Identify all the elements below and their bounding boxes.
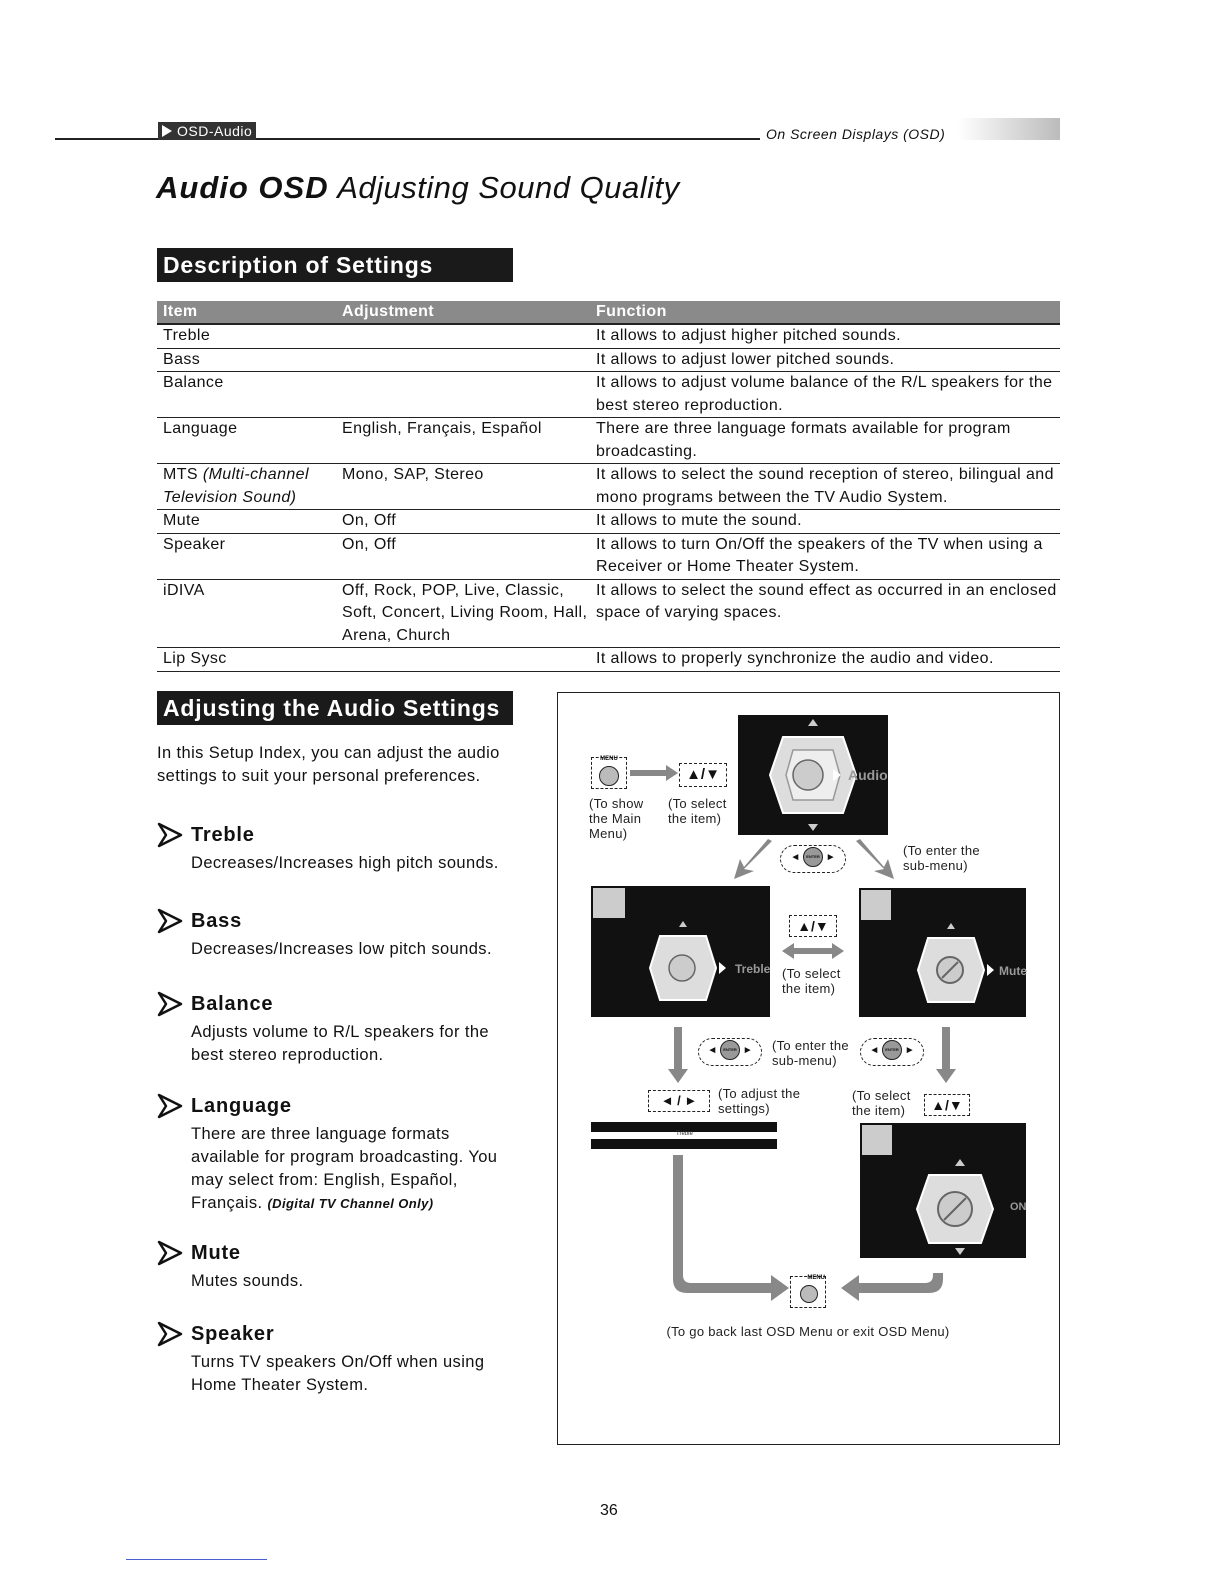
- table-row: [157, 418, 1060, 464]
- col-function-header: Function: [596, 303, 667, 320]
- row-item: [157, 464, 336, 509]
- row-adjustment: [336, 325, 590, 348]
- enter-key: ◄ ENTER ►: [780, 845, 846, 873]
- row-item: Language: [163, 420, 238, 437]
- description-heading: Description of Settings: [157, 248, 513, 282]
- arrow-left-right-icon: [782, 941, 844, 961]
- row-function: There are three language formats available for program broadcasting.: [596, 420, 1011, 460]
- caption-select-item-3: (To select the item): [852, 1088, 911, 1118]
- guide-item-title: Balance: [191, 992, 274, 1015]
- adjusting-heading: Adjusting the Audio Settings: [157, 691, 513, 725]
- table-header: [157, 301, 1060, 325]
- mute-mini-icon: [862, 1125, 892, 1155]
- guide-item-language: [157, 1093, 537, 1215]
- guide-item-bass: [157, 908, 537, 961]
- table-row: [157, 580, 1060, 649]
- audio-mini-icon: [861, 890, 891, 920]
- guide-item-title: Language: [191, 1094, 292, 1117]
- menu-key: [591, 757, 627, 789]
- row-item-name: MTS: [163, 466, 198, 483]
- audio-label: Audio: [848, 767, 888, 783]
- updown-key: ▲/▼: [679, 763, 727, 787]
- updown-key-2: ▲/▼: [789, 915, 837, 937]
- guide-item-note: (Digital TV Channel Only): [267, 1196, 434, 1211]
- menu-key-2: [790, 1276, 826, 1308]
- mute-submenu-screen: [859, 888, 1026, 1017]
- footer-link-underline: [126, 1559, 267, 1560]
- guide-item-balance: [157, 991, 537, 1067]
- play-triangle-icon: [162, 125, 172, 137]
- settings-table: [157, 301, 1060, 672]
- table-row: [157, 510, 1060, 534]
- arrow-right-icon: [157, 1321, 183, 1347]
- row-item: Mute: [163, 512, 201, 529]
- row-function: It allows to turn On/Off the speakers of the TV when using a Receiver or Home Theater System.: [596, 535, 1043, 575]
- adjusting-intro: In this Setup Index, you can adjust the audio settings to suit your personal preferences.: [157, 744, 500, 785]
- row-function: It allows to properly synchronize the audio and video.: [596, 650, 994, 667]
- arrow-right-icon: [157, 991, 183, 1017]
- arrow-down-left-icon: [730, 839, 776, 881]
- row-adjustment: English, Français, Español: [342, 420, 542, 437]
- osd-navigation-diagram: [557, 692, 1060, 1445]
- menu-button-icon: [599, 766, 619, 786]
- row-adjustment: Off, Rock, POP, Live, Classic, Soft, Concert, Living Room, Hall, Arena, Church: [342, 581, 588, 644]
- guide-item-speaker: [157, 1321, 537, 1397]
- enter-key-2: ◄ ENTER ►: [698, 1038, 762, 1066]
- guide-item-desc: Decreases/Increases high pitch sounds.: [191, 854, 499, 872]
- leftright-key: ◄ / ►: [648, 1090, 710, 1112]
- section-tag: [158, 122, 256, 140]
- audio-menu-screen: [738, 715, 888, 835]
- row-adjustment: [336, 349, 590, 372]
- arrow-down-icon: [934, 1027, 958, 1085]
- table-row: [157, 464, 1060, 510]
- menu-key-label: MENU: [807, 1275, 825, 1281]
- row-function: It allows to adjust lower pitched sounds.: [596, 350, 895, 368]
- row-function: It allows to adjust higher pitched sounds.: [596, 327, 901, 344]
- audio-mini-icon: [593, 888, 625, 918]
- row-function: It allows to mute the sound.: [596, 512, 802, 529]
- row-item: iDIVA: [163, 581, 205, 599]
- row-function: It allows to adjust volume balance of the R/L speakers for the best stereo reproduction.: [596, 374, 1053, 414]
- mute-label: Mute: [999, 964, 1027, 978]
- row-function: It allows to select the sound reception of stereo, bilingual and mono programs between the TV Audio System.: [596, 466, 1054, 506]
- table-row: [157, 325, 1060, 349]
- treble-label: Treble: [735, 962, 771, 976]
- row-adjustment: On, Off: [342, 512, 397, 529]
- guide-item-title: Bass: [191, 909, 243, 932]
- row-item-note: (Multi-channel Television Sound): [163, 466, 309, 506]
- guide-item-desc: Turns TV speakers On/Off when using Home Theater System.: [191, 1353, 485, 1394]
- row-adjustment: [336, 648, 590, 671]
- enter-button-icon: ENTER: [882, 1040, 902, 1060]
- col-item-header: Item: [163, 303, 198, 320]
- row-item: Speaker: [163, 535, 226, 553]
- header-gradient: [958, 118, 1060, 140]
- row-item: Balance: [163, 374, 224, 391]
- col-adjustment-header: Adjustment: [342, 303, 434, 320]
- updown-key-3: ▲/▼: [924, 1094, 970, 1116]
- arrow-right-icon: [157, 822, 183, 848]
- table-row: [157, 372, 1060, 418]
- caption-adjust: (To adjust the settings): [718, 1086, 801, 1116]
- page-title-bold: Audio OSD: [156, 170, 329, 205]
- guide-item-desc: Mutes sounds.: [191, 1272, 304, 1290]
- caption-back: (To go back last OSD Menu or exit OSD Menu): [666, 1324, 950, 1339]
- table-row: [157, 349, 1060, 373]
- row-adjustment: On, Off: [342, 535, 397, 553]
- page-title: [156, 170, 680, 206]
- guide-item-title: Speaker: [191, 1322, 275, 1345]
- return-arrows-icon: [663, 1155, 1063, 1315]
- enter-button-icon: ENTER: [803, 847, 823, 867]
- row-adjustment: Mono, SAP, Stereo: [342, 466, 484, 483]
- slider-label: Treble: [676, 1131, 693, 1137]
- caption-enter-sub-2: (To enter the sub-menu): [772, 1038, 849, 1068]
- table-row: [157, 648, 1060, 672]
- row-item: Treble: [163, 327, 211, 344]
- arrow-right-icon: [157, 1093, 183, 1119]
- treble-submenu-screen: [591, 886, 770, 1017]
- guide-item-desc: Decreases/Increases low pitch sounds.: [191, 940, 492, 958]
- guide-item-treble: [157, 822, 537, 875]
- guide-item-mute: [157, 1240, 537, 1293]
- section-tag-label: OSD-Audio: [177, 123, 253, 139]
- row-function: It allows to select the sound effect as occurred in an enclosed space of varying spaces.: [596, 581, 1057, 621]
- row-item: Lip Sysc: [163, 650, 227, 667]
- arrow-down-right-icon: [852, 839, 898, 881]
- arrow-right-icon: [157, 1240, 183, 1266]
- row-adjustment: [336, 372, 590, 417]
- caption-select-item-2: (To select the item): [782, 966, 841, 996]
- row-item: Bass: [163, 350, 201, 368]
- guide-item-desc: Adjusts volume to R/L speakers for the best stereo reproduction.: [191, 1023, 489, 1064]
- enter-button-icon: ENTER: [720, 1040, 740, 1060]
- guide-item-title: Treble: [191, 823, 255, 846]
- guide-item-title: Mute: [191, 1241, 241, 1264]
- enter-key-3: ◄ ENTER ►: [860, 1038, 924, 1066]
- guide-item-desc: There are three language formats available for program broadcasting. You may select from: English, Español, Français.: [191, 1125, 498, 1212]
- menu-button-icon: [800, 1285, 818, 1303]
- arrow-right-icon: [630, 763, 680, 783]
- caption-show-main: (To show the Main Menu): [589, 796, 644, 841]
- page-number: 36: [600, 1502, 618, 1519]
- header-right-label: On Screen Displays (OSD): [766, 126, 946, 142]
- page-title-light: Adjusting Sound Quality: [337, 170, 680, 205]
- arrow-right-icon: [157, 908, 183, 934]
- caption-enter-sub: (To enter the sub-menu): [903, 843, 980, 873]
- slider-bar-bottom: [591, 1139, 777, 1149]
- on-label: ON: [1010, 1201, 1027, 1213]
- arrow-down-icon: [666, 1027, 690, 1085]
- menu-key-label: MENU: [600, 756, 618, 762]
- table-row: [157, 534, 1060, 580]
- caption-select-item: (To select the item): [668, 796, 727, 826]
